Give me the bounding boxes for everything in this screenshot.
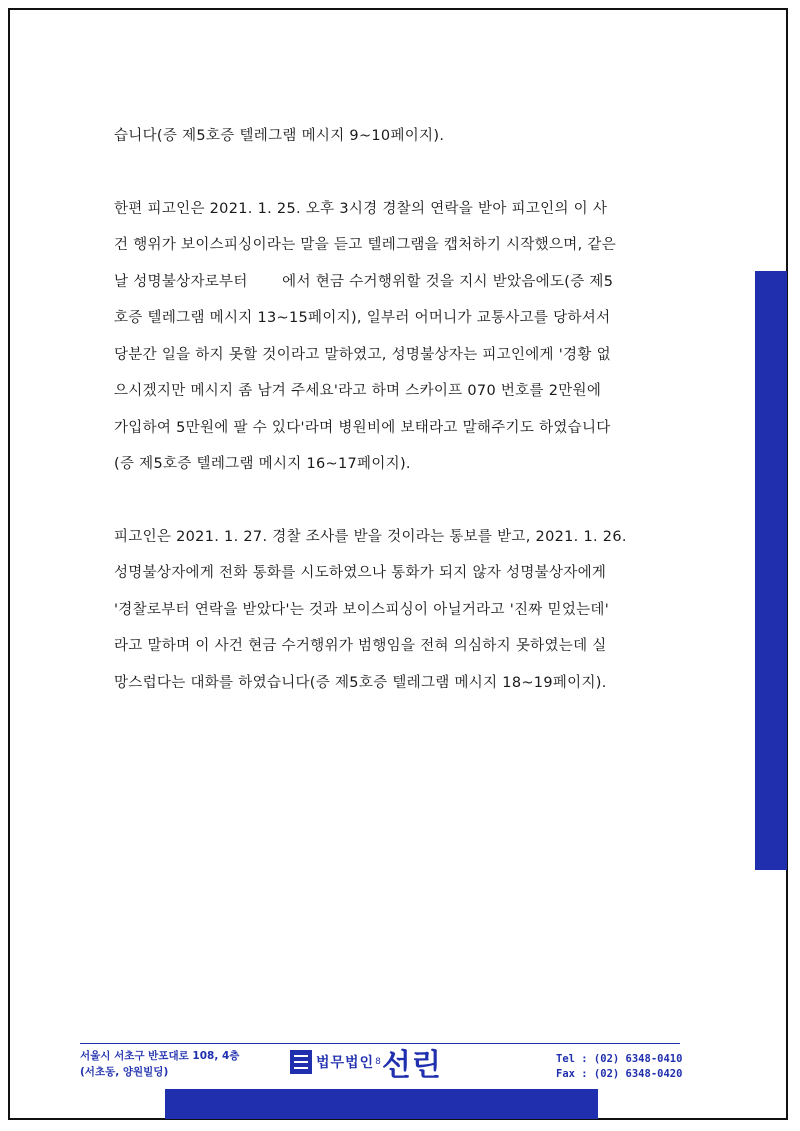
text-line: 라고 말하며 이 사건 현금 수거행위가 범행임을 전혀 의심하지 못하였는데 실 <box>114 638 607 654</box>
address-line: (서초동, 양원빌딩) <box>80 1066 169 1078</box>
logo-label: 법무법인 <box>316 1055 375 1071</box>
footer-address <box>80 1048 239 1080</box>
document-body <box>114 118 690 701</box>
fax-number: Fax : (02) 6348-0420 <box>556 1068 683 1080</box>
paragraph-3 <box>114 519 690 702</box>
text-line: 한편 피고인은 2021. 1. 25. 오후 3시경 경찰의 연락을 받아 피고인의 이 사 <box>114 200 608 217</box>
tel-number: Tel : (02) 6348-0410 <box>556 1053 683 1065</box>
text-line: '경찰로부터 연락을 받았다'는 것과 보이스피싱이 아닐거라고 '진짜 믿었는데' <box>114 601 610 618</box>
paragraph-2 <box>114 191 690 483</box>
address-line: 서울시 서초구 반포대로 108, 4층 <box>80 1050 240 1062</box>
paragraph-1 <box>114 118 690 155</box>
footer-accent-bar <box>165 1089 598 1119</box>
text-line: 날 성명불상자로부터 에서 현금 수거행위할 것을 지시 받았음에도(증 제5 <box>114 273 614 290</box>
text-line: 호증 텔레그램 메시지 13~15페이지), 일부러 어머니가 교통사고를 당하셔서 <box>114 310 611 326</box>
text-line: 으시겠지만 메시지 좀 남겨 주세요'라고 하며 스카이프 070 번호를 2만원에 <box>114 383 602 399</box>
logo-number: 8 <box>375 1057 381 1067</box>
footer-contact <box>556 1052 682 1082</box>
text-line: 습니다(증 제5호증 텔레그램 메시지 9~10페이지). <box>114 128 445 144</box>
text-line: 가입하여 5만원에 팔 수 있다'라며 병원비에 보태라고 말해주기도 하였습니다 <box>114 419 611 436</box>
text-line: 건 행위가 보이스피싱이라는 말을 듣고 텔레그램을 캡처하기 시작했으며, 같은 <box>114 237 617 253</box>
firm-seal-icon <box>290 1050 312 1074</box>
text-line: (증 제5호증 텔레그램 메시지 16~17페이지). <box>114 456 411 472</box>
text-line: 당분간 일을 하지 못할 것이라고 말하였고, 성명불상자는 피고인에게 '경황 없 <box>114 346 611 363</box>
text-line: 망스럽다는 대화를 하였습니다(증 제5호증 텔레그램 메시지 18~19페이지). <box>114 674 607 691</box>
firm-logo <box>290 1040 442 1084</box>
side-accent-bar <box>755 271 787 870</box>
logo-name: 선린 <box>381 1048 442 1083</box>
text-line: 피고인은 2021. 1. 27. 경찰 조사를 받을 것이라는 통보를 받고, 2021. 1. 26. <box>114 528 627 545</box>
text-line: 성명불상자에게 전화 통화를 시도하였으나 통화가 되지 않자 성명불상자에게 <box>114 565 607 581</box>
